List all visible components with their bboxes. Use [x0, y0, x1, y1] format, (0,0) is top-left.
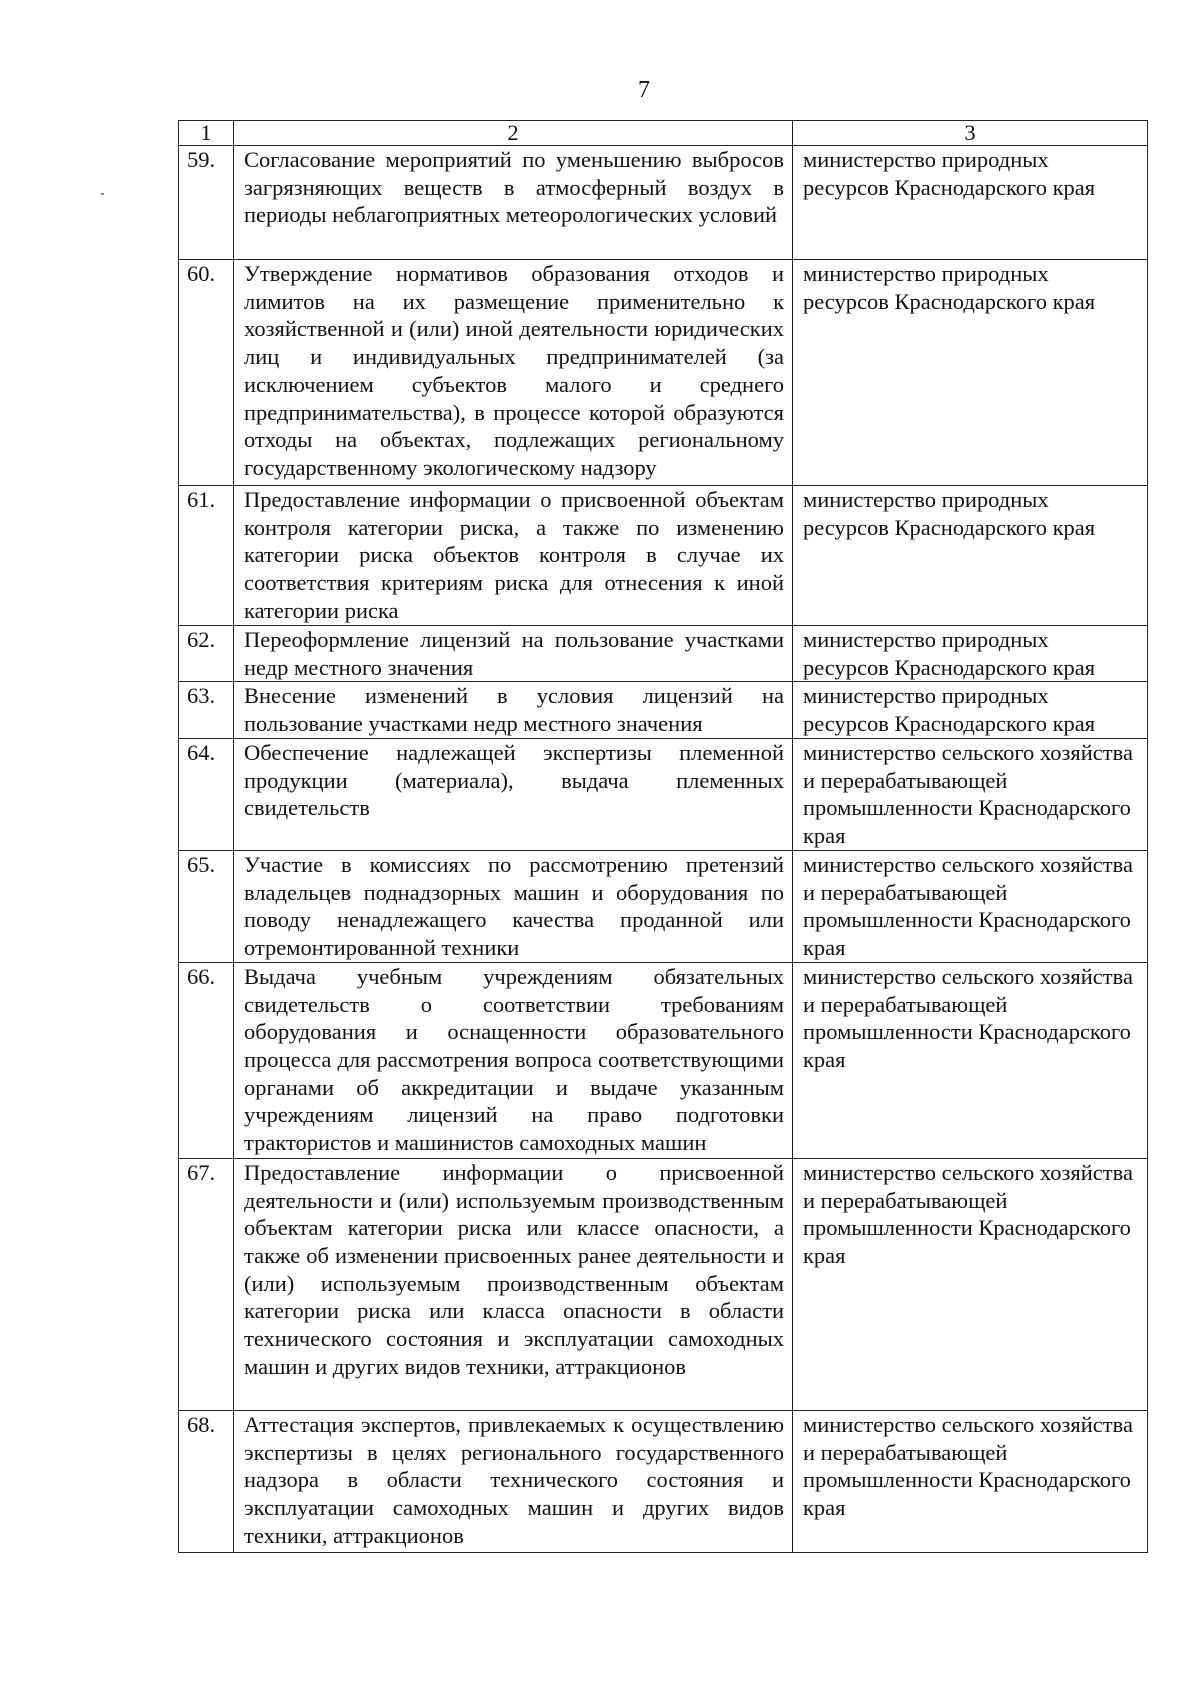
row-number: 62.	[179, 626, 234, 682]
column-header-description: 2	[234, 121, 793, 146]
row-authority: министерство сельского хозяйства и перерабатывающей промышленности Краснодарского края	[793, 738, 1148, 850]
row-description: Переоформление лицензий на пользование участками недр местного значения	[234, 626, 793, 682]
table-body	[179, 121, 1148, 1553]
row-number: 59.	[179, 146, 234, 260]
row-description: Предоставление информации о присвоенной деятельности и (или) используемым производственным объектам категории риска или классе опасности, а также об изменении присвоенных ранее деятельности и (или) используемым производственным объектам категории риска или класса опасности в области технического состояния и эксплуатации самоходных машин и других видов техники, аттракционов	[234, 1158, 793, 1410]
row-authority: министерство природных ресурсов Краснодарского края	[793, 486, 1148, 626]
row-authority: министерство природных ресурсов Краснодарского края	[793, 626, 1148, 682]
table-row	[179, 260, 1148, 486]
row-number: 63.	[179, 682, 234, 738]
row-authority: министерство природных ресурсов Краснодарского края	[793, 260, 1148, 486]
row-number: 65.	[179, 850, 234, 962]
row-description: Аттестация экспертов, привлекаемых к осуществлению экспертизы в целях регионального государственного надзора в области технического состояния и эксплуатации самоходных машин и других видов техники, аттракционов	[234, 1410, 793, 1552]
table-row	[179, 486, 1148, 626]
table-row	[179, 682, 1148, 738]
column-header-number: 1	[179, 121, 234, 146]
row-description: Участие в комиссиях по рассмотрению претензий владельцев поднадзорных машин и оборудования по поводу ненадлежащего качества проданной или отремонтированной техники	[234, 850, 793, 962]
row-number: 66.	[179, 962, 234, 1158]
table-row	[179, 962, 1148, 1158]
row-authority: министерство сельского хозяйства и перерабатывающей промышленности Краснодарского края	[793, 850, 1148, 962]
row-description: Утверждение нормативов образования отходов и лимитов на их размещение применительно к хозяйственной и (или) иной деятельности юридических лиц и индивидуальных предпринимателей (за исключением субъектов малого и среднего предпринимательства), в процессе которой образуются отходы на объектах, подлежащих региональному государственному экологическому надзору	[234, 260, 793, 486]
row-description: Внесение изменений в условия лицензий на пользование участками недр местного значения	[234, 682, 793, 738]
table-header-row	[179, 121, 1148, 146]
services-table	[178, 120, 1148, 1553]
row-authority: министерство природных ресурсов Краснодарского края	[793, 146, 1148, 260]
table-row	[179, 738, 1148, 850]
row-number: 68.	[179, 1410, 234, 1552]
row-number: 67.	[179, 1158, 234, 1410]
table-row	[179, 1410, 1148, 1552]
table-row	[179, 850, 1148, 962]
row-number: 61.	[179, 486, 234, 626]
table-row	[179, 1158, 1148, 1410]
row-number: 60.	[179, 260, 234, 486]
row-description: Предоставление информации о присвоенной объектам контроля категории риска, а также по изменению категории риска объектов контроля в случае их соответствия критериям риска для отнесения к иной категории риска	[234, 486, 793, 626]
table-row	[179, 626, 1148, 682]
row-description: Обеспечение надлежащей экспертизы племенной продукции (материала), выдача племенных свидетельств	[234, 738, 793, 850]
row-authority: министерство сельского хозяйства и перерабатывающей промышленности Краснодарского края	[793, 962, 1148, 1158]
scan-artifact	[101, 193, 104, 195]
row-authority: министерство сельского хозяйства и перерабатывающей промышленности Краснодарского края	[793, 1158, 1148, 1410]
row-description: Согласование мероприятий по уменьшению выбросов загрязняющих веществ в атмосферный воздух в периоды неблагоприятных метеорологических условий	[234, 146, 793, 260]
row-number: 64.	[179, 738, 234, 850]
row-description: Выдача учебным учреждениям обязательных свидетельств о соответствии требованиям оборудования и оснащенности образовательного процесса для рассмотрения вопроса соответствующими органами об аккредитации и выдаче указанным учреждениям лицензий на право подготовки трактористов и машинистов самоходных машин	[234, 962, 793, 1158]
row-authority: министерство сельского хозяйства и перерабатывающей промышленности Краснодарского края	[793, 1410, 1148, 1552]
table-row	[179, 146, 1148, 260]
column-header-authority: 3	[793, 121, 1148, 146]
page-number: 7	[638, 77, 650, 103]
row-authority: министерство природных ресурсов Краснодарского края	[793, 682, 1148, 738]
